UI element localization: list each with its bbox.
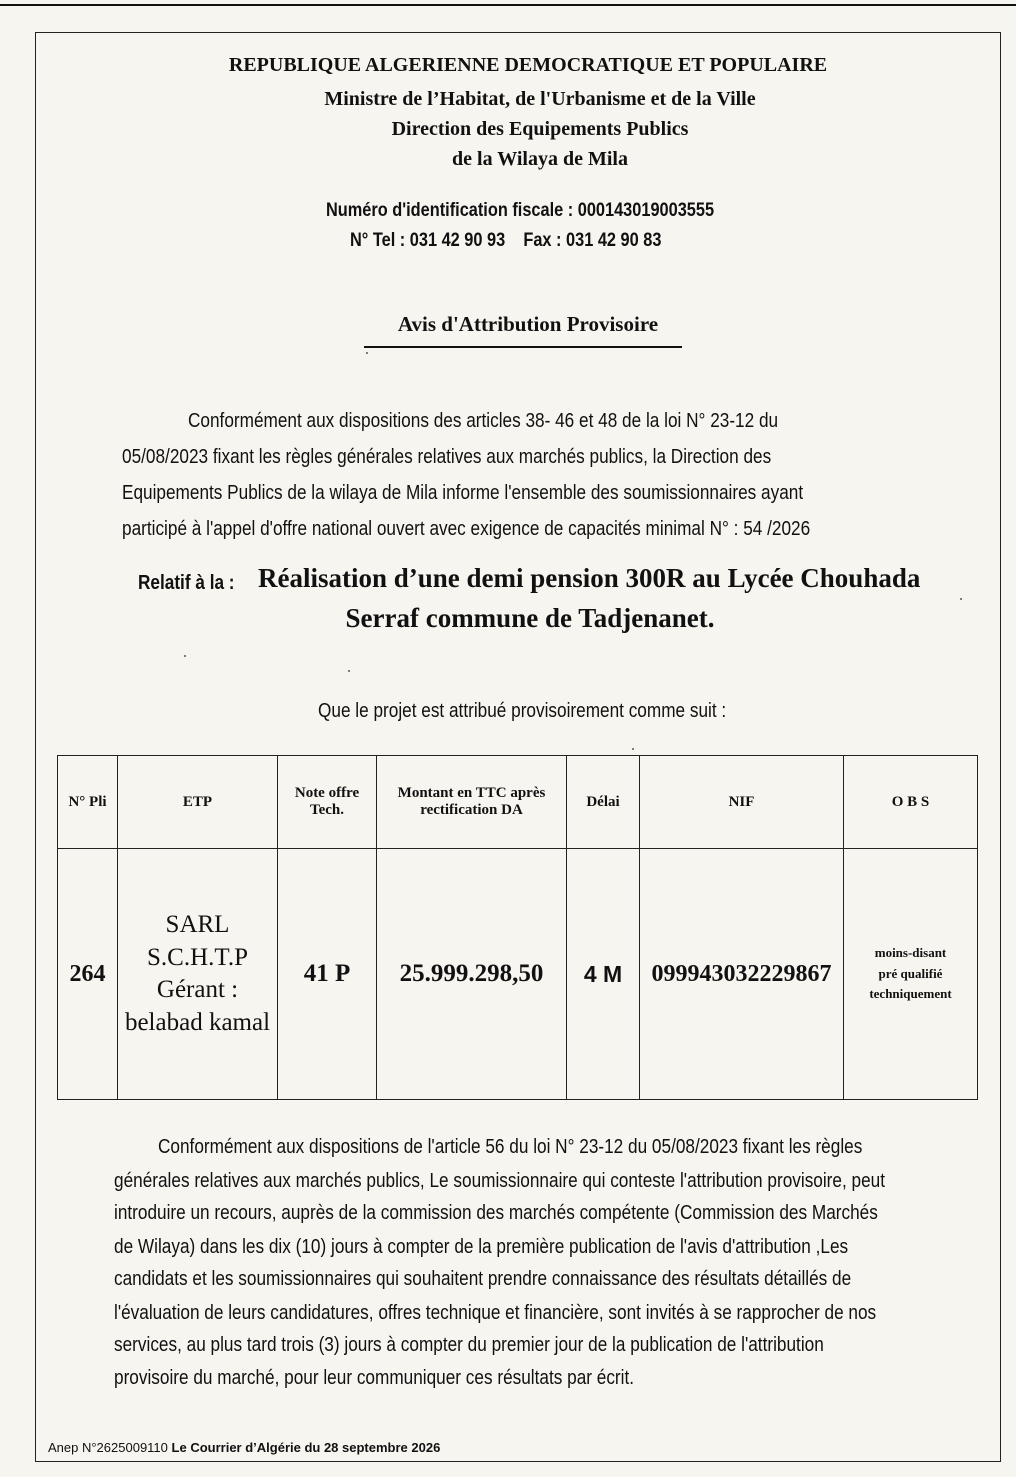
attribution-intro: Que le projet est attribué provisoirement comme suit :	[318, 700, 727, 722]
recours-line-3: introduire un recours, auprès de la commission des marchés compétente (Commission des Marchés	[114, 1202, 878, 1224]
header-nif: NIF	[640, 756, 844, 849]
attribution-table	[57, 755, 978, 1100]
obs-line-2: pré qualifié	[878, 965, 943, 981]
intro-line-2: 05/08/2023 fixant les règles générales relatives aux marchés publics, la Direction des	[122, 446, 772, 468]
publication-source: Le Courrier d’Algérie du 28 septembre 2026	[171, 1440, 441, 1455]
scan-speck	[184, 655, 186, 657]
etp-line-4: belabad kamal	[124, 1008, 271, 1036]
scan-speck	[960, 598, 962, 600]
relatif-label: Relatif à la :	[138, 572, 235, 594]
header-delai: Délai	[567, 756, 640, 849]
intro-line-4: participé à l'appel d'offre national ouvert avec exigence de capacités minimal N° : 54 /2026	[122, 518, 811, 540]
tel-fax: N° Tel : 031 42 90 93 Fax : 031 42 90 83	[350, 230, 662, 251]
direction-heading: Direction des Equipements Publics	[391, 118, 689, 140]
recours-line-2: générales relatives aux marchés publics, Le soumissionnaire qui conteste l'attribution provisoire, peut	[114, 1170, 886, 1192]
project-title-line-2: Serraf commune de Tadjenanet.	[345, 603, 715, 633]
notice-title: Avis d'Attribution Provisoire	[397, 312, 659, 336]
cell-nif: 099943032229867	[640, 849, 844, 1100]
recours-line-8: provisoire du marché, pour leur communiquer ces résultats par écrit.	[114, 1367, 635, 1389]
cell-etp	[118, 849, 278, 1100]
cell-delai: 4 M	[567, 849, 640, 1100]
wilaya-heading: de la Wilaya de Mila	[452, 148, 628, 170]
table-header-row	[58, 756, 978, 849]
scan-speck	[348, 670, 350, 672]
header-pli: N° Pli	[58, 756, 118, 849]
cell-obs	[844, 849, 978, 1100]
ministry-heading: Ministre de l’Habitat, de l'Urbanisme et de la Ville	[324, 88, 756, 110]
header-etp: ETP	[118, 756, 278, 849]
recours-line-7: services, au plus tard trois (3) jours à compter du premier jour de la publication de l'attribution	[114, 1334, 824, 1356]
scan-speck	[632, 748, 634, 750]
obs-line-3: techniquement	[869, 986, 952, 1002]
scan-speck	[366, 352, 368, 354]
header-obs: O B S	[844, 756, 978, 849]
intro-line-1: Conformément aux dispositions des articles 38- 46 et 48 de la loi N° 23-12 du	[188, 410, 779, 432]
cell-montant: 25.999.298,50	[377, 849, 567, 1100]
cell-pli: 264	[58, 849, 118, 1100]
etp-line-2: S.C.H.T.P	[147, 943, 248, 971]
fiscal-id: Numéro d'identification fiscale : 000143019003555	[326, 200, 715, 221]
recours-line-4: de Wilaya) dans les dix (10) jours à compter de la première publication de l'avis d'attribution ,Les	[114, 1236, 849, 1258]
cell-note: 41 P	[278, 849, 377, 1100]
title-underline	[364, 346, 682, 348]
etp-line-3: Gérant :	[156, 976, 239, 1003]
header-note: Note offre Tech.	[278, 756, 377, 849]
intro-line-3: Equipements Publics de la wilaya de Mila informe l'ensemble des soumissionnaires ayant	[122, 482, 804, 504]
recours-line-5: candidats et les soumissionnaires qui souhaitent prendre connaissance des résultats détaillés de	[114, 1268, 852, 1290]
table-row	[58, 849, 978, 1100]
etp-line-1: SARL	[165, 911, 230, 938]
republic-heading: REPUBLIQUE ALGERIENNE DEMOCRATIQUE ET POPULAIRE	[228, 54, 828, 76]
header-montant: Montant en TTC après rectification DA	[377, 756, 567, 849]
recours-line-6: l'évaluation de leurs candidatures, offres technique et financière, sont invités à se rapprocher de nos	[114, 1302, 877, 1324]
recours-line-1: Conformément aux dispositions de l'article 56 du loi N° 23-12 du 05/08/2023 fixant les règles	[158, 1136, 863, 1158]
obs-line-1: moins-disant	[874, 944, 947, 960]
publication-footer	[48, 1440, 440, 1455]
anep-number: Anep N°2625009110	[48, 1440, 168, 1455]
project-title-line-1: Réalisation d’une demi pension 300R au Lycée Chouhada	[258, 563, 921, 593]
top-rule	[0, 4, 1016, 6]
